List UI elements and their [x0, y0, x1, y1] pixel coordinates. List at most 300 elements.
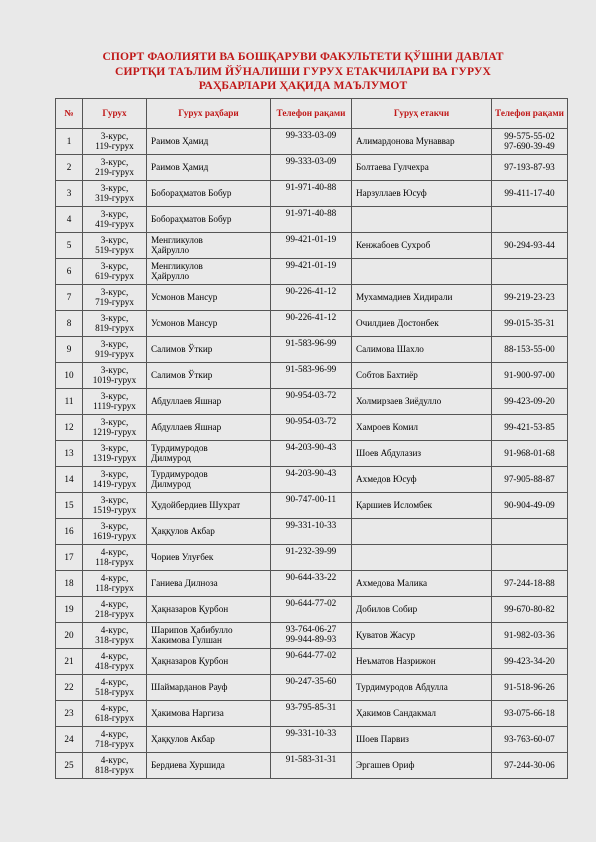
group-cell-line: 3-курс,: [100, 234, 129, 245]
captain-phone-cell: [492, 207, 568, 233]
captain-phone-cell: [492, 337, 568, 363]
group-cell-line: 1519-гурух: [92, 504, 137, 515]
group-cell-line: 319-гурух: [95, 192, 134, 203]
leader-cell: [147, 311, 271, 337]
group-cell-line: 719-гурух: [95, 296, 134, 307]
leader-cell: [147, 389, 271, 415]
group-cell: [83, 155, 147, 181]
group-cell-line: 118-гурух: [95, 582, 134, 593]
group-cell: [83, 597, 147, 623]
captain-phone-cell: [492, 519, 568, 545]
group-cell-line: 219-гурух: [95, 166, 134, 177]
group-cell-line: 718-гурух: [95, 738, 134, 749]
captain-cell: Хамроев Комил: [352, 415, 492, 441]
group-cell-line: 619-гурух: [95, 270, 134, 281]
leader-cell-line: Бердиева Хуршида: [151, 759, 225, 770]
group-cell: [83, 129, 147, 155]
captain-phone-cell-line: 99-575-55-02: [504, 130, 555, 141]
group-cell: [83, 337, 147, 363]
table-row: [56, 493, 568, 519]
leader-phone-cell: [271, 363, 352, 389]
group-cell-line: 318-гурух: [95, 634, 134, 645]
leader-phone-cell-line: 99-944-89-93: [285, 633, 337, 644]
group-cell-line: 819-гурух: [95, 322, 134, 333]
captain-phone-cell-line: 93-075-66-18: [504, 707, 555, 718]
leader-cell: [147, 467, 271, 493]
captain-cell: Мухаммадиев Хидирали: [352, 285, 492, 311]
group-cell-line: 418-гурух: [95, 660, 134, 671]
leader-phone-cell: [271, 727, 352, 753]
captain-cell: Эргашев Ориф: [352, 753, 492, 779]
captain-phone-cell: [492, 545, 568, 571]
leader-phone-cell: [271, 545, 352, 571]
group-cell-line: 3-курс,: [100, 364, 129, 375]
leader-cell-line: Турдимуродов: [151, 442, 208, 453]
group-cell: [83, 519, 147, 545]
group-cell-line: 118-гурух: [95, 556, 134, 567]
row-number: 4: [56, 207, 83, 233]
captain-phone-cell: [492, 311, 568, 337]
header-num: №: [56, 99, 83, 129]
leader-phone-cell: [271, 701, 352, 727]
leader-cell: [147, 675, 271, 701]
table-header-row: [56, 99, 568, 129]
leader-cell-line: Салимов Ўткир: [151, 343, 213, 354]
leader-cell-line: Хакимова Гулшан: [151, 634, 222, 645]
group-cell-line: 1219-гурух: [92, 426, 137, 437]
leader-cell-line: Дилмурод: [151, 478, 191, 489]
captain-phone-cell-line: 97-905-88-87: [504, 473, 555, 484]
leader-cell-line: Абдуллаев Яшнар: [151, 421, 222, 432]
captain-phone-cell: [492, 467, 568, 493]
row-number: 2: [56, 155, 83, 181]
group-cell: [83, 389, 147, 415]
leader-phone-cell-line: 90-644-77-02: [285, 598, 337, 608]
leader-phone-cell: [271, 753, 352, 779]
leader-cell-line: Ҳаққулов Акбар: [151, 733, 215, 744]
captain-cell: Салимова Шахло: [352, 337, 492, 363]
group-cell: [83, 285, 147, 311]
captain-phone-cell: [492, 701, 568, 727]
captain-phone-cell-line: 99-219-23-23: [504, 291, 555, 302]
leader-cell-line: Ҳакимова Наргиза: [151, 707, 224, 718]
captain-phone-cell-line: 90-294-93-44: [504, 239, 555, 250]
leader-phone-cell-line: 93-764-06-27: [285, 624, 337, 634]
leader-cell: [147, 285, 271, 311]
leader-phone-cell-line: 90-954-03-72: [285, 416, 337, 426]
row-number: 14: [56, 467, 83, 493]
group-cell-line: 4-курс,: [100, 676, 129, 687]
group-cell-line: 3-курс,: [100, 468, 129, 479]
table-row: [56, 415, 568, 441]
row-number: 22: [56, 675, 83, 701]
group-cell-line: 1119-гурух: [93, 400, 136, 411]
group-cell-line: 518-гурух: [95, 686, 134, 697]
captain-phone-cell: [492, 571, 568, 597]
leader-cell: [147, 181, 271, 207]
title-line-1: СПОРТ ФАОЛИЯТИ ВА БОШҚАРУВИ ФАКУЛЬТЕТИ ҚЎШНИ ДАВЛАТ: [102, 50, 504, 63]
table-row: [56, 519, 568, 545]
captain-phone-cell-line: 99-421-53-85: [504, 421, 555, 432]
group-cell-line: 1619-гурух: [92, 530, 137, 541]
leader-cell: [147, 649, 271, 675]
leader-phone-cell-line: 91-971-40-88: [285, 182, 337, 192]
leader-cell: [147, 753, 271, 779]
leader-phone-cell-line: 91-583-96-99: [285, 364, 337, 374]
leader-cell: [147, 259, 271, 285]
group-cell-line: 3-курс,: [100, 442, 129, 453]
leader-cell: [147, 571, 271, 597]
table-row: [56, 207, 568, 233]
leader-phone-cell: [271, 337, 352, 363]
leader-cell-line: Менгликулов: [151, 234, 203, 245]
leader-phone-cell: [271, 389, 352, 415]
leader-phone-cell-line: 90-247-35-60: [285, 676, 337, 686]
table-row: [56, 675, 568, 701]
table-row: [56, 311, 568, 337]
row-number: 11: [56, 389, 83, 415]
group-cell-line: 4-курс,: [100, 702, 129, 713]
captain-phone-cell-line: 88-153-55-00: [504, 343, 555, 354]
header-group: Гурух: [83, 99, 147, 129]
captain-phone-cell: [492, 415, 568, 441]
table-body: [56, 129, 568, 779]
group-cell-line: 3-курс,: [100, 156, 129, 167]
row-number: 13: [56, 441, 83, 467]
group-cell: [83, 311, 147, 337]
leader-cell-line: Бобораҳматов Бобур: [151, 213, 232, 224]
leader-cell-line: Ҳақназаров Қурбон: [151, 655, 229, 666]
leader-phone-cell: [271, 259, 352, 285]
captain-phone-cell: [492, 285, 568, 311]
row-number: 12: [56, 415, 83, 441]
leader-cell: [147, 233, 271, 259]
group-cell-line: 3-курс,: [100, 520, 129, 531]
group-cell: [83, 675, 147, 701]
group-cell: [83, 727, 147, 753]
table-row: [56, 337, 568, 363]
leader-phone-cell: [271, 467, 352, 493]
group-cell: [83, 753, 147, 779]
captain-cell: Қаршиев Исломбек: [352, 493, 492, 519]
captain-phone-cell-line: 97-244-30-06: [504, 759, 555, 770]
table-row: [56, 545, 568, 571]
captain-phone-cell: [492, 441, 568, 467]
group-cell: [83, 207, 147, 233]
info-table: [55, 98, 568, 779]
group-cell-line: 3-курс,: [100, 130, 129, 141]
captain-phone-cell: [492, 649, 568, 675]
leader-cell: [147, 597, 271, 623]
leader-cell: [147, 545, 271, 571]
leader-phone-cell: [271, 675, 352, 701]
leader-phone-cell: [271, 415, 352, 441]
group-cell: [83, 441, 147, 467]
table-row: [56, 441, 568, 467]
group-cell: [83, 571, 147, 597]
group-cell-line: 519-гурух: [95, 244, 134, 255]
group-cell-line: 3-курс,: [100, 338, 129, 349]
captain-phone-cell-line: 99-411-17-40: [504, 187, 555, 198]
captain-phone-cell-line: 91-982-03-36: [504, 629, 555, 640]
leader-cell-line: Абдуллаев Яшнар: [151, 395, 222, 406]
captain-phone-cell: [492, 675, 568, 701]
captain-phone-cell-line: 99-423-09-20: [504, 395, 555, 406]
leader-phone-cell-line: 91-583-31-31: [285, 754, 337, 764]
table-row: [56, 181, 568, 207]
captain-cell: Алимардонова Мунаввар: [352, 129, 492, 155]
captain-cell: [352, 259, 492, 285]
leader-cell: [147, 519, 271, 545]
group-cell-line: 4-курс,: [100, 754, 129, 765]
captain-phone-cell: [492, 155, 568, 181]
row-number: 6: [56, 259, 83, 285]
group-cell-line: 1019-гурух: [92, 374, 137, 385]
captain-phone-cell: [492, 181, 568, 207]
row-number: 9: [56, 337, 83, 363]
group-cell: [83, 649, 147, 675]
captain-cell: [352, 545, 492, 571]
captain-phone-cell: [492, 727, 568, 753]
leader-phone-cell: [271, 519, 352, 545]
table-row: [56, 623, 568, 649]
leader-cell-line: Ҳаққулов Акбар: [151, 525, 215, 536]
leader-phone-cell-line: 90-644-33-22: [285, 572, 337, 582]
leader-phone-cell: [271, 623, 352, 649]
captain-cell: Ахмедов Юсуф: [352, 467, 492, 493]
leader-phone-cell-line: 99-421-01-19: [285, 260, 337, 270]
leader-cell-line: Ҳайрулло: [151, 244, 190, 255]
leader-cell-line: Ҳайрулло: [151, 270, 190, 281]
table-row: [56, 571, 568, 597]
captain-cell: Собтов Бахтиёр: [352, 363, 492, 389]
row-number: 5: [56, 233, 83, 259]
table-row: [56, 389, 568, 415]
table-row: [56, 259, 568, 285]
leader-phone-cell: [271, 129, 352, 155]
group-cell-line: 4-курс,: [100, 598, 129, 609]
leader-cell: [147, 493, 271, 519]
captain-cell: Нарзуллаев Юсуф: [352, 181, 492, 207]
leader-cell: [147, 441, 271, 467]
captain-phone-cell-line: 93-763-60-07: [504, 733, 555, 744]
leader-phone-cell-line: 99-331-10-33: [285, 728, 337, 738]
table-row: [56, 233, 568, 259]
leader-cell-line: Усмонов Мансур: [151, 317, 218, 328]
captain-cell: Холмирзаев Зиёдулло: [352, 389, 492, 415]
group-cell: [83, 363, 147, 389]
leader-cell: [147, 727, 271, 753]
row-number: 23: [56, 701, 83, 727]
table-row: [56, 129, 568, 155]
leader-phone-cell: [271, 649, 352, 675]
leader-cell-line: Усмонов Мансур: [151, 291, 218, 302]
group-cell-line: 4-курс,: [100, 546, 129, 557]
group-cell: [83, 415, 147, 441]
leader-phone-cell-line: 90-747-00-11: [285, 494, 337, 504]
row-number: 15: [56, 493, 83, 519]
leader-cell-line: Шарипов Ҳабибулло: [151, 624, 233, 635]
table-row: [56, 701, 568, 727]
group-cell-line: 4-курс,: [100, 624, 129, 635]
leader-phone-cell-line: 90-226-41-12: [285, 286, 337, 296]
leader-cell-line: Менгликулов: [151, 260, 203, 271]
leader-phone-cell: [271, 233, 352, 259]
leader-phone-cell: [271, 207, 352, 233]
captain-cell: Болтаева Гулчехра: [352, 155, 492, 181]
leader-phone-cell-line: 90-226-41-12: [285, 312, 337, 322]
captain-phone-cell-line: 97-244-18-88: [504, 577, 555, 588]
captain-phone-cell-line: 99-670-80-82: [504, 603, 555, 614]
title-line-3: РАҲБАРЛАРИ ҲАҚИДА МАЪЛУМОТ: [198, 79, 408, 92]
group-cell-line: 4-курс,: [100, 572, 129, 583]
captain-cell: Кенжабоев Сухроб: [352, 233, 492, 259]
group-cell-line: 4-курс,: [100, 728, 129, 739]
group-cell-line: 3-курс,: [100, 182, 129, 193]
group-cell-line: 618-гурух: [95, 712, 134, 723]
group-cell-line: 3-курс,: [100, 260, 129, 271]
leader-cell: [147, 623, 271, 649]
leader-cell: [147, 155, 271, 181]
leader-cell-line: Раимов Ҳамид: [151, 161, 209, 172]
group-cell: [83, 623, 147, 649]
group-cell-line: 3-курс,: [100, 208, 129, 219]
leader-cell: [147, 363, 271, 389]
table-row: [56, 363, 568, 389]
leader-cell: [147, 701, 271, 727]
leader-phone-cell-line: 93-795-85-31: [285, 702, 337, 712]
captain-phone-cell: [492, 259, 568, 285]
leader-phone-cell-line: 90-954-03-72: [285, 390, 337, 400]
leader-cell-line: Ганиева Дилноза: [151, 577, 218, 588]
group-cell-line: 3-курс,: [100, 390, 129, 401]
captain-phone-cell-line: 99-423-34-20: [504, 655, 555, 666]
leader-cell-line: Ҳақназаров Қурбон: [151, 603, 229, 614]
group-cell-line: 3-курс,: [100, 416, 129, 427]
row-number: 7: [56, 285, 83, 311]
captain-phone-cell-line: 97-690-39-49: [504, 140, 555, 151]
leader-cell-line: Шаймарданов Рауф: [151, 681, 228, 692]
leader-phone-cell-line: 99-331-10-33: [285, 520, 337, 530]
group-cell: [83, 181, 147, 207]
group-cell-line: 119-гурух: [95, 140, 134, 151]
row-number: 20: [56, 623, 83, 649]
captain-phone-cell-line: 91-518-96-26: [504, 681, 555, 692]
leader-phone-cell-line: 91-583-96-99: [285, 338, 337, 348]
captain-cell: Шоев Парвиз: [352, 727, 492, 753]
row-number: 24: [56, 727, 83, 753]
group-cell-line: 1319-гурух: [92, 452, 137, 463]
leader-phone-cell-line: 94-203-90-43: [285, 468, 337, 478]
leader-phone-cell-line: 91-971-40-88: [285, 208, 337, 218]
row-number: 25: [56, 753, 83, 779]
leader-phone-cell: [271, 493, 352, 519]
captain-cell: Ҳакимов Сандакмал: [352, 701, 492, 727]
leader-phone-cell-line: 94-203-90-43: [285, 442, 337, 452]
captain-phone-cell: [492, 233, 568, 259]
captain-cell: [352, 519, 492, 545]
captain-cell: Қуватов Жасур: [352, 623, 492, 649]
table-row: [56, 727, 568, 753]
group-cell-line: 4-курс,: [100, 650, 129, 661]
leader-phone-cell: [271, 155, 352, 181]
leader-cell-line: Ҳудойбердиев Шухрат: [151, 499, 241, 510]
leader-cell-line: Салимов Ўткир: [151, 369, 213, 380]
captain-phone-cell-line: 91-968-01-68: [504, 447, 555, 458]
captain-cell: Добилов Собир: [352, 597, 492, 623]
table-row: [56, 155, 568, 181]
captain-phone-cell-line: 90-904-49-09: [504, 499, 555, 510]
group-cell: [83, 233, 147, 259]
row-number: 17: [56, 545, 83, 571]
row-number: 18: [56, 571, 83, 597]
row-number: 3: [56, 181, 83, 207]
header-captain-phone: Телефон рақами: [492, 99, 568, 129]
header-captain: Гуруҳ етакчи: [352, 99, 492, 129]
leader-phone-cell: [271, 441, 352, 467]
leader-phone-cell: [271, 285, 352, 311]
leader-cell: [147, 415, 271, 441]
leader-cell: [147, 129, 271, 155]
table-row: [56, 597, 568, 623]
row-number: 21: [56, 649, 83, 675]
captain-cell: Турдимуродов Абдулла: [352, 675, 492, 701]
header-leader-phone: Телефон рақами: [271, 99, 352, 129]
group-cell-line: 3-курс,: [100, 312, 129, 323]
group-cell-line: 919-гурух: [95, 348, 134, 359]
leader-cell: [147, 207, 271, 233]
row-number: 1: [56, 129, 83, 155]
table-row: [56, 753, 568, 779]
leader-cell: [147, 337, 271, 363]
captain-phone-cell: [492, 389, 568, 415]
leader-phone-cell-line: 90-644-77-02: [285, 650, 337, 660]
captain-phone-cell: [492, 129, 568, 155]
leader-cell-line: Дилмурод: [151, 452, 191, 463]
leader-cell-line: Турдимуродов: [151, 468, 208, 479]
group-cell: [83, 545, 147, 571]
captain-phone-cell: [492, 493, 568, 519]
captain-cell: Ахмедова Малика: [352, 571, 492, 597]
leader-cell-line: Бобораҳматов Бобур: [151, 187, 232, 198]
header-leader: Гурух раҳбари: [147, 99, 271, 129]
leader-cell-line: Чориев Улуғбек: [151, 551, 214, 562]
captain-phone-cell-line: 97-193-87-93: [504, 161, 555, 172]
captain-cell: [352, 207, 492, 233]
document-title: [60, 50, 546, 94]
group-cell-line: 218-гурух: [95, 608, 134, 619]
row-number: 19: [56, 597, 83, 623]
table-row: [56, 467, 568, 493]
group-cell: [83, 493, 147, 519]
row-number: 8: [56, 311, 83, 337]
leader-phone-cell-line: 99-421-01-19: [285, 234, 337, 244]
row-number: 10: [56, 363, 83, 389]
group-cell-line: 3-курс,: [100, 494, 129, 505]
captain-phone-cell: [492, 597, 568, 623]
leader-phone-cell: [271, 571, 352, 597]
leader-phone-cell: [271, 311, 352, 337]
captain-cell: Неъматов Назрижон: [352, 649, 492, 675]
group-cell: [83, 259, 147, 285]
group-cell: [83, 701, 147, 727]
group-cell-line: 3-курс,: [100, 286, 129, 297]
group-cell: [83, 467, 147, 493]
captain-cell: Шоев Абдулазиз: [352, 441, 492, 467]
captain-phone-cell: [492, 753, 568, 779]
table-row: [56, 285, 568, 311]
group-cell-line: 419-гурух: [95, 218, 134, 229]
